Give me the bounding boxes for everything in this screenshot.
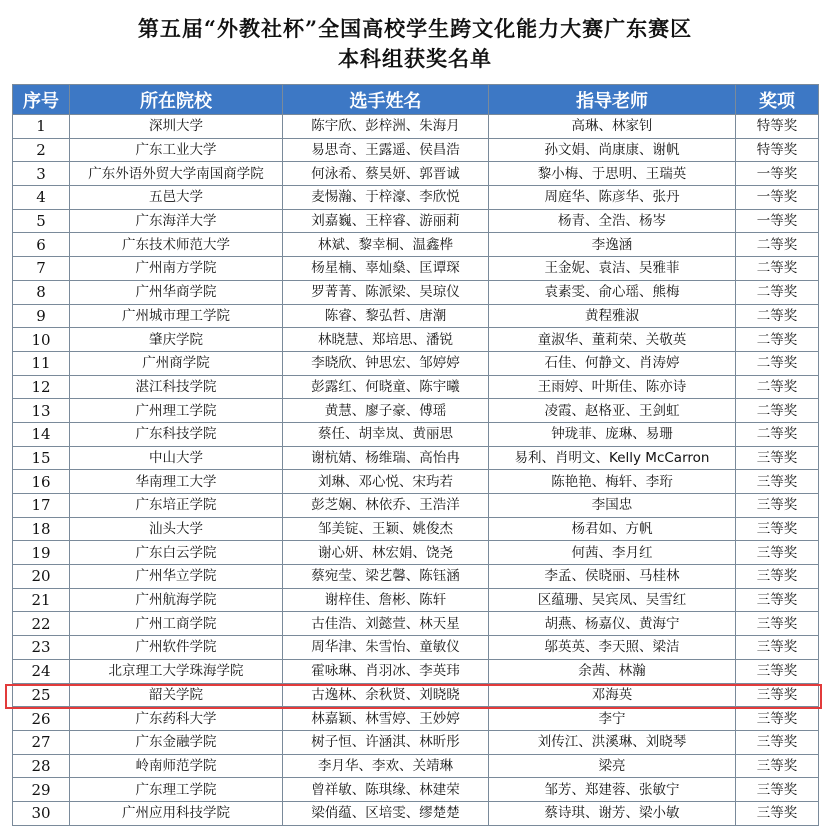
row-number: 27 bbox=[13, 730, 70, 754]
advisor-names: 区蕴珊、吴宾凤、吴雪红 bbox=[489, 588, 736, 612]
award-level: 二等奖 bbox=[736, 422, 819, 446]
school-name: 汕头大学 bbox=[70, 517, 283, 541]
advisor-names: 王金妮、袁洁、吴雅菲 bbox=[489, 257, 736, 281]
award-level: 三等奖 bbox=[736, 801, 819, 825]
row-number: 19 bbox=[13, 541, 70, 565]
school-name: 深圳大学 bbox=[70, 115, 283, 139]
student-names: 李月华、李欢、关靖琳 bbox=[283, 754, 489, 778]
table-row bbox=[13, 517, 819, 541]
award-level: 二等奖 bbox=[736, 399, 819, 423]
row-number: 16 bbox=[13, 470, 70, 494]
student-names: 李晓欣、钟思宏、邹婷婷 bbox=[283, 351, 489, 375]
student-names: 树子恒、许涵淇、林昕彤 bbox=[283, 730, 489, 754]
advisor-names: 杨君如、方帆 bbox=[489, 517, 736, 541]
advisor-names: 余茜、林瀚 bbox=[489, 659, 736, 683]
student-names: 古佳浩、刘懿萱、林天星 bbox=[283, 612, 489, 636]
advisor-names: 蔡诗琪、谢芳、梁小敏 bbox=[489, 801, 736, 825]
advisor-names: 李国忠 bbox=[489, 494, 736, 518]
award-level: 三等奖 bbox=[736, 707, 819, 731]
header-advisors: 指导老师 bbox=[489, 85, 736, 115]
school-name: 广州理工学院 bbox=[70, 399, 283, 423]
award-level: 三等奖 bbox=[736, 730, 819, 754]
advisor-names: 黄程雅淑 bbox=[489, 304, 736, 328]
school-name: 五邑大学 bbox=[70, 186, 283, 210]
table-row bbox=[13, 351, 819, 375]
row-number: 20 bbox=[13, 565, 70, 589]
award-level: 二等奖 bbox=[736, 304, 819, 328]
advisor-names: 陈艳艳、梅轩、李珩 bbox=[489, 470, 736, 494]
row-number: 15 bbox=[13, 446, 70, 470]
award-level: 三等奖 bbox=[736, 565, 819, 589]
student-names: 蔡宛莹、梁艺馨、陈钰涵 bbox=[283, 565, 489, 589]
award-level: 三等奖 bbox=[736, 636, 819, 660]
table-body bbox=[13, 115, 819, 826]
advisor-names: 李逸涵 bbox=[489, 233, 736, 257]
award-level: 一等奖 bbox=[736, 209, 819, 233]
advisor-names: 钟珑菲、庞琳、易珊 bbox=[489, 422, 736, 446]
row-number: 21 bbox=[13, 588, 70, 612]
row-number: 13 bbox=[13, 399, 70, 423]
student-names: 罗菁菁、陈派梁、吴琼仪 bbox=[283, 280, 489, 304]
row-number: 7 bbox=[13, 257, 70, 281]
table-header-row bbox=[13, 85, 819, 115]
table-row bbox=[13, 328, 819, 352]
award-table bbox=[12, 84, 819, 826]
table-row bbox=[13, 612, 819, 636]
award-level: 三等奖 bbox=[736, 494, 819, 518]
school-name: 韶关学院 bbox=[70, 683, 283, 707]
table-row bbox=[13, 304, 819, 328]
award-level: 三等奖 bbox=[736, 778, 819, 802]
school-name: 广州软件学院 bbox=[70, 636, 283, 660]
school-name: 广东培正学院 bbox=[70, 494, 283, 518]
table-row bbox=[13, 257, 819, 281]
student-names: 彭芝娴、林依乔、王浩洋 bbox=[283, 494, 489, 518]
school-name: 广东工业大学 bbox=[70, 138, 283, 162]
student-names: 刘嘉巍、王梓睿、游丽莉 bbox=[283, 209, 489, 233]
table-row bbox=[13, 162, 819, 186]
advisor-names: 黎小梅、于思明、王瑞英 bbox=[489, 162, 736, 186]
table-row bbox=[13, 470, 819, 494]
table-row bbox=[13, 186, 819, 210]
advisor-names: 王雨婷、叶斯佳、陈亦诗 bbox=[489, 375, 736, 399]
school-name: 广东外语外贸大学南国商学院 bbox=[70, 162, 283, 186]
table-row bbox=[13, 233, 819, 257]
school-name: 北京理工大学珠海学院 bbox=[70, 659, 283, 683]
school-name: 广州华商学院 bbox=[70, 280, 283, 304]
student-names: 谢杭婧、杨维瑞、高怡冉 bbox=[283, 446, 489, 470]
row-number: 8 bbox=[13, 280, 70, 304]
row-number: 17 bbox=[13, 494, 70, 518]
school-name: 广州南方学院 bbox=[70, 257, 283, 281]
row-number: 23 bbox=[13, 636, 70, 660]
table-row bbox=[13, 399, 819, 423]
table-row bbox=[13, 209, 819, 233]
header-students: 选手姓名 bbox=[283, 85, 489, 115]
table-row bbox=[13, 778, 819, 802]
row-number: 14 bbox=[13, 422, 70, 446]
award-level: 二等奖 bbox=[736, 233, 819, 257]
school-name: 广东药科大学 bbox=[70, 707, 283, 731]
row-number: 25 bbox=[13, 683, 70, 707]
table-row bbox=[13, 754, 819, 778]
school-name: 广州航海学院 bbox=[70, 588, 283, 612]
school-name: 中山大学 bbox=[70, 446, 283, 470]
table-row bbox=[13, 683, 819, 707]
award-level: 二等奖 bbox=[736, 328, 819, 352]
table-row bbox=[13, 494, 819, 518]
advisor-names: 邹芳、郑建蓉、张敏宁 bbox=[489, 778, 736, 802]
school-name: 岭南师范学院 bbox=[70, 754, 283, 778]
student-names: 梁俏蕴、区培雯、缪楚楚 bbox=[283, 801, 489, 825]
row-number: 9 bbox=[13, 304, 70, 328]
student-names: 邹美锭、王颖、姚俊杰 bbox=[283, 517, 489, 541]
table-row bbox=[13, 375, 819, 399]
advisor-names: 童淑华、董莉荣、关敬英 bbox=[489, 328, 736, 352]
student-names: 黄慧、廖子豪、傅瑶 bbox=[283, 399, 489, 423]
table-row bbox=[13, 636, 819, 660]
student-names: 周华津、朱雪怡、童敏仪 bbox=[283, 636, 489, 660]
award-level: 一等奖 bbox=[736, 186, 819, 210]
student-names: 彭露红、何晓童、陈宇曦 bbox=[283, 375, 489, 399]
award-level: 三等奖 bbox=[736, 754, 819, 778]
advisor-names: 胡燕、杨嘉仪、黄海宁 bbox=[489, 612, 736, 636]
school-name: 广州工商学院 bbox=[70, 612, 283, 636]
school-name: 广东金融学院 bbox=[70, 730, 283, 754]
document-title: 第五届“外教社杯”全国高校学生跨文化能力大赛广东赛区 bbox=[137, 16, 693, 41]
header-school: 所在院校 bbox=[70, 85, 283, 115]
school-name: 肇庆学院 bbox=[70, 328, 283, 352]
student-names: 杨星楠、辜灿燊、匡谭琛 bbox=[283, 257, 489, 281]
advisor-names: 易利、肖明文、Kelly McCarron bbox=[489, 446, 736, 470]
table-row bbox=[13, 138, 819, 162]
row-number: 24 bbox=[13, 659, 70, 683]
school-name: 广州城市理工学院 bbox=[70, 304, 283, 328]
table-row bbox=[13, 707, 819, 731]
award-level: 二等奖 bbox=[736, 375, 819, 399]
document-subtitle: 本科组获奖名单 bbox=[338, 46, 492, 71]
table-row bbox=[13, 541, 819, 565]
advisor-names: 李孟、侯晓丽、马桂林 bbox=[489, 565, 736, 589]
student-names: 麦惕瀚、于梓濠、李欣悦 bbox=[283, 186, 489, 210]
row-number: 11 bbox=[13, 351, 70, 375]
row-number: 26 bbox=[13, 707, 70, 731]
award-level: 二等奖 bbox=[736, 351, 819, 375]
award-level: 三等奖 bbox=[736, 683, 819, 707]
student-names: 陈睿、黎弘哲、唐潮 bbox=[283, 304, 489, 328]
table-row bbox=[13, 801, 819, 825]
advisor-names: 梁亮 bbox=[489, 754, 736, 778]
award-level: 三等奖 bbox=[736, 659, 819, 683]
student-names: 林斌、黎幸桐、温鑫桦 bbox=[283, 233, 489, 257]
school-name: 广东海洋大学 bbox=[70, 209, 283, 233]
table-row bbox=[13, 422, 819, 446]
table-row bbox=[13, 446, 819, 470]
school-name: 华南理工大学 bbox=[70, 470, 283, 494]
student-names: 何泳希、蔡昊妍、郭晋诚 bbox=[283, 162, 489, 186]
award-level: 二等奖 bbox=[736, 257, 819, 281]
award-level: 三等奖 bbox=[736, 446, 819, 470]
school-name: 广州应用科技学院 bbox=[70, 801, 283, 825]
row-number: 12 bbox=[13, 375, 70, 399]
student-names: 霍咏琳、肖羽冰、李英玮 bbox=[283, 659, 489, 683]
advisor-names: 刘传江、洪溪琳、刘晓琴 bbox=[489, 730, 736, 754]
award-level: 三等奖 bbox=[736, 541, 819, 565]
header-award: 奖项 bbox=[736, 85, 819, 115]
award-level: 三等奖 bbox=[736, 470, 819, 494]
award-level: 特等奖 bbox=[736, 138, 819, 162]
row-number: 4 bbox=[13, 186, 70, 210]
row-number: 28 bbox=[13, 754, 70, 778]
row-number: 29 bbox=[13, 778, 70, 802]
advisor-names: 石佳、何静文、肖涛婷 bbox=[489, 351, 736, 375]
student-names: 陈宇欣、彭梓洲、朱海月 bbox=[283, 115, 489, 139]
table-row bbox=[13, 659, 819, 683]
advisor-names: 凌霞、赵格亚、王剑虹 bbox=[489, 399, 736, 423]
table-row bbox=[13, 588, 819, 612]
advisor-names: 邬英英、李天照、梁洁 bbox=[489, 636, 736, 660]
row-number: 6 bbox=[13, 233, 70, 257]
row-number: 10 bbox=[13, 328, 70, 352]
table-row bbox=[13, 565, 819, 589]
table-row bbox=[13, 115, 819, 139]
school-name: 广州商学院 bbox=[70, 351, 283, 375]
row-number: 22 bbox=[13, 612, 70, 636]
school-name: 广东科技学院 bbox=[70, 422, 283, 446]
row-number: 5 bbox=[13, 209, 70, 233]
advisor-names: 何茜、李月红 bbox=[489, 541, 736, 565]
student-names: 蔡任、胡幸岚、黄丽思 bbox=[283, 422, 489, 446]
student-names: 古逸林、余秋贤、刘晓晓 bbox=[283, 683, 489, 707]
advisor-names: 孙文娟、尚康康、谢帆 bbox=[489, 138, 736, 162]
advisor-names: 李宁 bbox=[489, 707, 736, 731]
student-names: 林晓慧、郑培思、潘锐 bbox=[283, 328, 489, 352]
student-names: 谢梓佳、詹彬、陈轩 bbox=[283, 588, 489, 612]
student-names: 刘琳、邓心悦、宋玙若 bbox=[283, 470, 489, 494]
row-number: 2 bbox=[13, 138, 70, 162]
table-row bbox=[13, 280, 819, 304]
header-no: 序号 bbox=[13, 85, 70, 115]
award-level: 特等奖 bbox=[736, 115, 819, 139]
row-number: 1 bbox=[13, 115, 70, 139]
advisor-names: 高琳、林家钊 bbox=[489, 115, 736, 139]
table-row bbox=[13, 730, 819, 754]
school-name: 广东技术师范大学 bbox=[70, 233, 283, 257]
advisor-names: 邓海英 bbox=[489, 683, 736, 707]
advisor-names: 周庭华、陈彦华、张丹 bbox=[489, 186, 736, 210]
row-number: 30 bbox=[13, 801, 70, 825]
school-name: 广东理工学院 bbox=[70, 778, 283, 802]
award-level: 二等奖 bbox=[736, 280, 819, 304]
student-names: 曾祥敏、陈琪缘、林建荣 bbox=[283, 778, 489, 802]
advisor-names: 袁素雯、俞心瑶、熊梅 bbox=[489, 280, 736, 304]
award-level: 一等奖 bbox=[736, 162, 819, 186]
student-names: 谢心妍、林宏娟、饶尧 bbox=[283, 541, 489, 565]
row-number: 18 bbox=[13, 517, 70, 541]
school-name: 湛江科技学院 bbox=[70, 375, 283, 399]
student-names: 林嘉颖、林雪婷、王妙婷 bbox=[283, 707, 489, 731]
award-level: 三等奖 bbox=[736, 517, 819, 541]
student-names: 易思奇、王露遥、侯昌浩 bbox=[283, 138, 489, 162]
advisor-names: 杨青、全浩、杨岑 bbox=[489, 209, 736, 233]
award-level: 三等奖 bbox=[736, 588, 819, 612]
school-name: 广州华立学院 bbox=[70, 565, 283, 589]
row-number: 3 bbox=[13, 162, 70, 186]
school-name: 广东白云学院 bbox=[70, 541, 283, 565]
award-level: 三等奖 bbox=[736, 612, 819, 636]
